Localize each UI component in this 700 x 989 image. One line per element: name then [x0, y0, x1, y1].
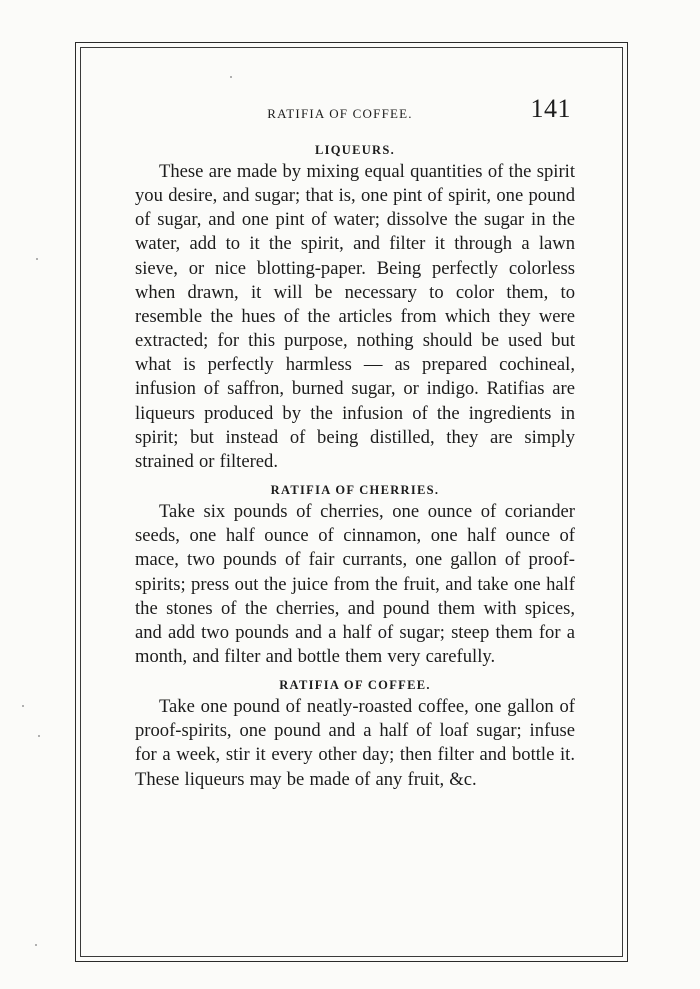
section-heading-liqueurs: LIQUEURS.	[314, 143, 396, 157]
page-header	[135, 94, 575, 124]
ink-speck	[36, 258, 38, 260]
page-number: 141	[530, 94, 571, 123]
ink-speck	[38, 735, 40, 737]
section-heading-ratifia-coffee: RATIFIA OF COFFEE.	[279, 678, 431, 693]
ink-speck	[230, 76, 232, 78]
running-title: RATIFIA OF COFFEE.	[267, 106, 413, 121]
ink-speck	[35, 944, 37, 946]
paragraph-liqueurs: These are made by mixing equal quantities of the spirit you desire, and sugar; that is, one pint of spirit, one pound of sugar, and one pint of water; dissolve the sugar in the water, add to it the spirit, and filter it through a lawn sieve, or nice blotting-paper. Being perfectly colorless when drawn, it will be necessary to color them, to resemble the hues of the articles from which they were extracted; for this purpose, nothing should be used but what is perfectly harmless — as prepared cochineal, infusion of saffron, burned sugar, or indigo. Ratifias are liqueurs produced by the infusion of the ingredients in spirit; but instead of being distilled, they are simply strained or filtered.	[135, 161, 575, 472]
paragraph-ratifia-coffee: Take one pound of neatly-roasted coffee, one gallon of proof-spirits, one pound and a half of loaf sugar; infuse for a week, stir it every other day; then filter and bottle it. These liqueurs may be made of any fruit, &c.	[135, 696, 575, 790]
ink-speck	[22, 705, 24, 707]
paragraph-ratifia-cherries: Take six pounds of cherries, one ounce of coriander seeds, one half ounce of cinnamon, one half ounce of mace, two pounds of fair currants, one gallon of proof-spirits; press out the juice from the fruit, and take one half the stones of the cherries, and pound them with spices, and add two pounds and a half of sugar; steep them for a month, and filter and bottle them very carefully.	[135, 501, 575, 667]
page-content	[135, 140, 575, 792]
section-heading-ratifia-cherries: RATIFIA OF CHERRIES.	[270, 483, 440, 498]
